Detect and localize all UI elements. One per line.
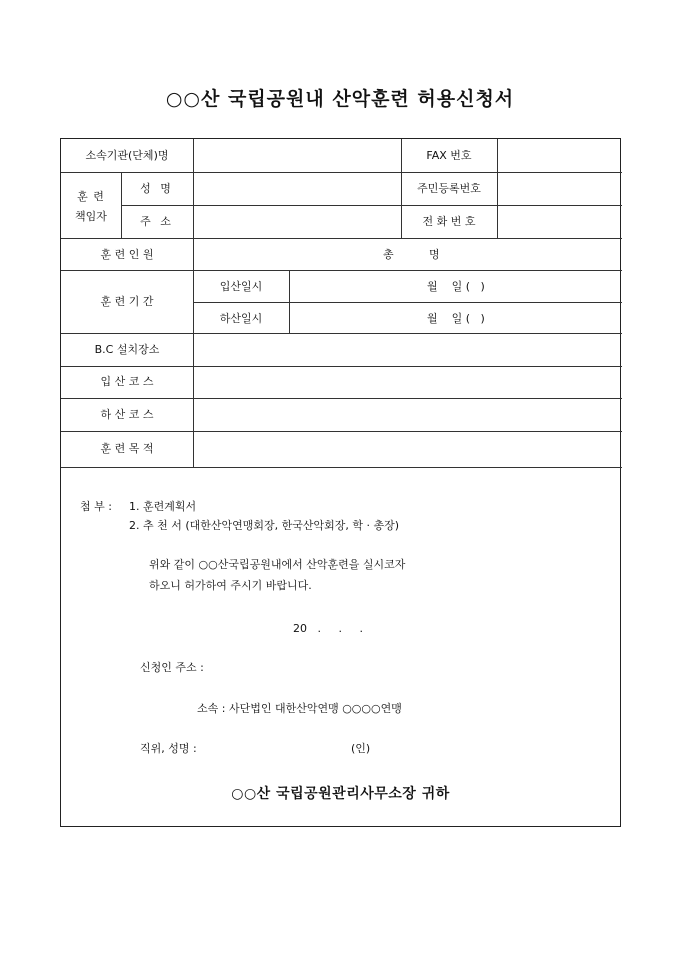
seal-mark: (인) [351, 742, 371, 755]
fax-label: FAX 번호 [426, 149, 472, 162]
addressee: ○○산 국립공원관리사무소장 귀하 [231, 786, 450, 802]
address-field[interactable] [194, 206, 400, 237]
exit-course-field[interactable] [194, 399, 620, 430]
exit-course-label: 하 산 코 스 [100, 408, 154, 421]
personnel-total-label: 총 [383, 248, 394, 261]
applicant-address-field[interactable] [231, 655, 531, 677]
request-body-line2: 하오니 허가하여 주시기 바랍니다. [149, 579, 312, 592]
bc-location-label: B.C 설치장소 [94, 343, 160, 356]
request-body-line1: 위와 같이 ○○산국립공원내에서 산악훈련을 실시코자 [149, 558, 406, 571]
purpose-field[interactable] [194, 432, 620, 466]
affiliation-label: 소속기관(단체)명 [85, 149, 169, 162]
attachment-prefix: 첨 부 : [80, 500, 112, 513]
position-name-field[interactable] [221, 736, 341, 758]
fax-field[interactable] [498, 140, 620, 171]
rrn-field[interactable] [498, 173, 620, 204]
name-label: 성 명 [140, 182, 174, 195]
entry-date-value[interactable]: 월 일 ( ) [427, 280, 485, 293]
application-form [60, 138, 621, 827]
entry-course-field[interactable] [194, 367, 620, 397]
personnel-unit-label: 명 [429, 248, 440, 261]
leader-label-line2: 책임자 [75, 210, 107, 223]
exit-date-label: 하산일시 [219, 312, 263, 325]
document-title: ○○산 국립공원내 산악훈련 허용신청서 [165, 88, 515, 110]
exit-date-value[interactable]: 월 일 ( ) [427, 312, 485, 325]
date-line: 20 . . . [293, 622, 363, 635]
entry-date-label: 입산일시 [219, 280, 263, 293]
phone-label: 전 화 번 호 [422, 215, 476, 228]
personnel-count-field[interactable] [397, 239, 425, 269]
attachment-item-2: 2. 추 천 서 (대한산악연맹회장, 한국산악회장, 학 · 총장) [129, 519, 400, 532]
affiliation-field[interactable] [194, 140, 400, 171]
address-label: 주 소 [140, 215, 174, 228]
applicant-address-label: 신청인 주소 : [140, 661, 204, 674]
position-name-label: 직위, 성명 : [140, 742, 197, 755]
rrn-label: 주민등록번호 [417, 182, 481, 195]
entry-course-label: 입 산 코 스 [100, 375, 154, 388]
personnel-label: 훈 련 인 원 [100, 248, 154, 261]
period-label: 훈 련 기 간 [100, 295, 154, 308]
leader-label-line1: 훈 련 [77, 190, 105, 203]
purpose-label: 훈 련 목 적 [100, 442, 154, 455]
affiliation-line: 소속 : 사단법인 대한산악연맹 ○○○○연맹 [197, 702, 402, 715]
attachment-item-1: 1. 훈련계획서 [129, 500, 197, 513]
name-field[interactable] [194, 173, 400, 204]
bc-location-field[interactable] [194, 334, 620, 365]
phone-field[interactable] [498, 206, 620, 237]
